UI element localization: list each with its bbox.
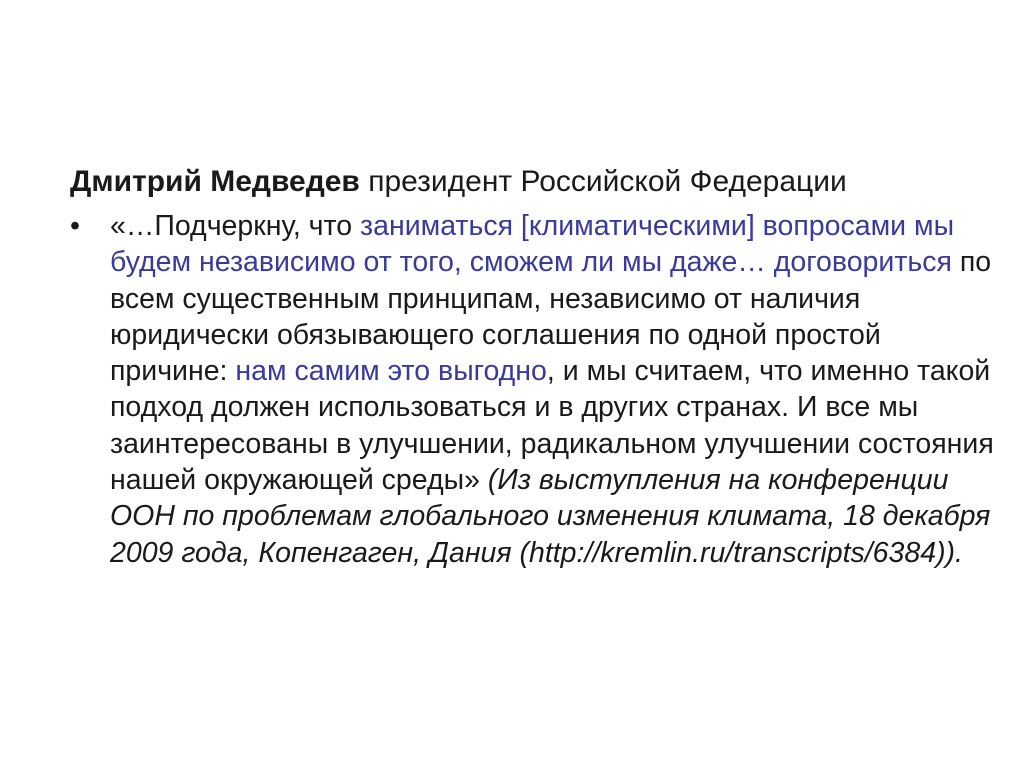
quote-segment: по всем существенным принципам, независимо от наличия юридически обязывающего соглашения по одной простой причине: bbox=[110, 246, 992, 388]
slide-content bbox=[70, 160, 1000, 571]
speaker-heading bbox=[70, 160, 1000, 204]
bullet-marker: • bbox=[70, 210, 80, 242]
quote-segment: «…Подчеркну, что bbox=[110, 210, 361, 242]
quote-bullet-item bbox=[70, 208, 1000, 571]
quote-segment: , и мы считаем, что именно такой подход должен использоваться и в других странах. И все мы заинтересованы в улучшении, радикальном улучшении состояния нашей окружающей среды» bbox=[110, 355, 994, 497]
speaker-title: президент Российской Федерации bbox=[359, 165, 847, 198]
quote-highlight: нам самим это выгодно bbox=[235, 355, 547, 388]
quote-text bbox=[110, 210, 994, 569]
quote-highlight: заниматься [климатическими] вопросами мы будем независимо от того, сможем ли мы даже… договориться bbox=[110, 210, 955, 279]
quote-source: (Из выступления на конференции ООН по проблемам глобального изменения климата, 18 декабря 2009 года, Копенгаген, Дания (http://kremlin.ru/transcripts/6384)). bbox=[110, 464, 991, 569]
speaker-name: Дмитрий Медведев bbox=[70, 165, 360, 198]
